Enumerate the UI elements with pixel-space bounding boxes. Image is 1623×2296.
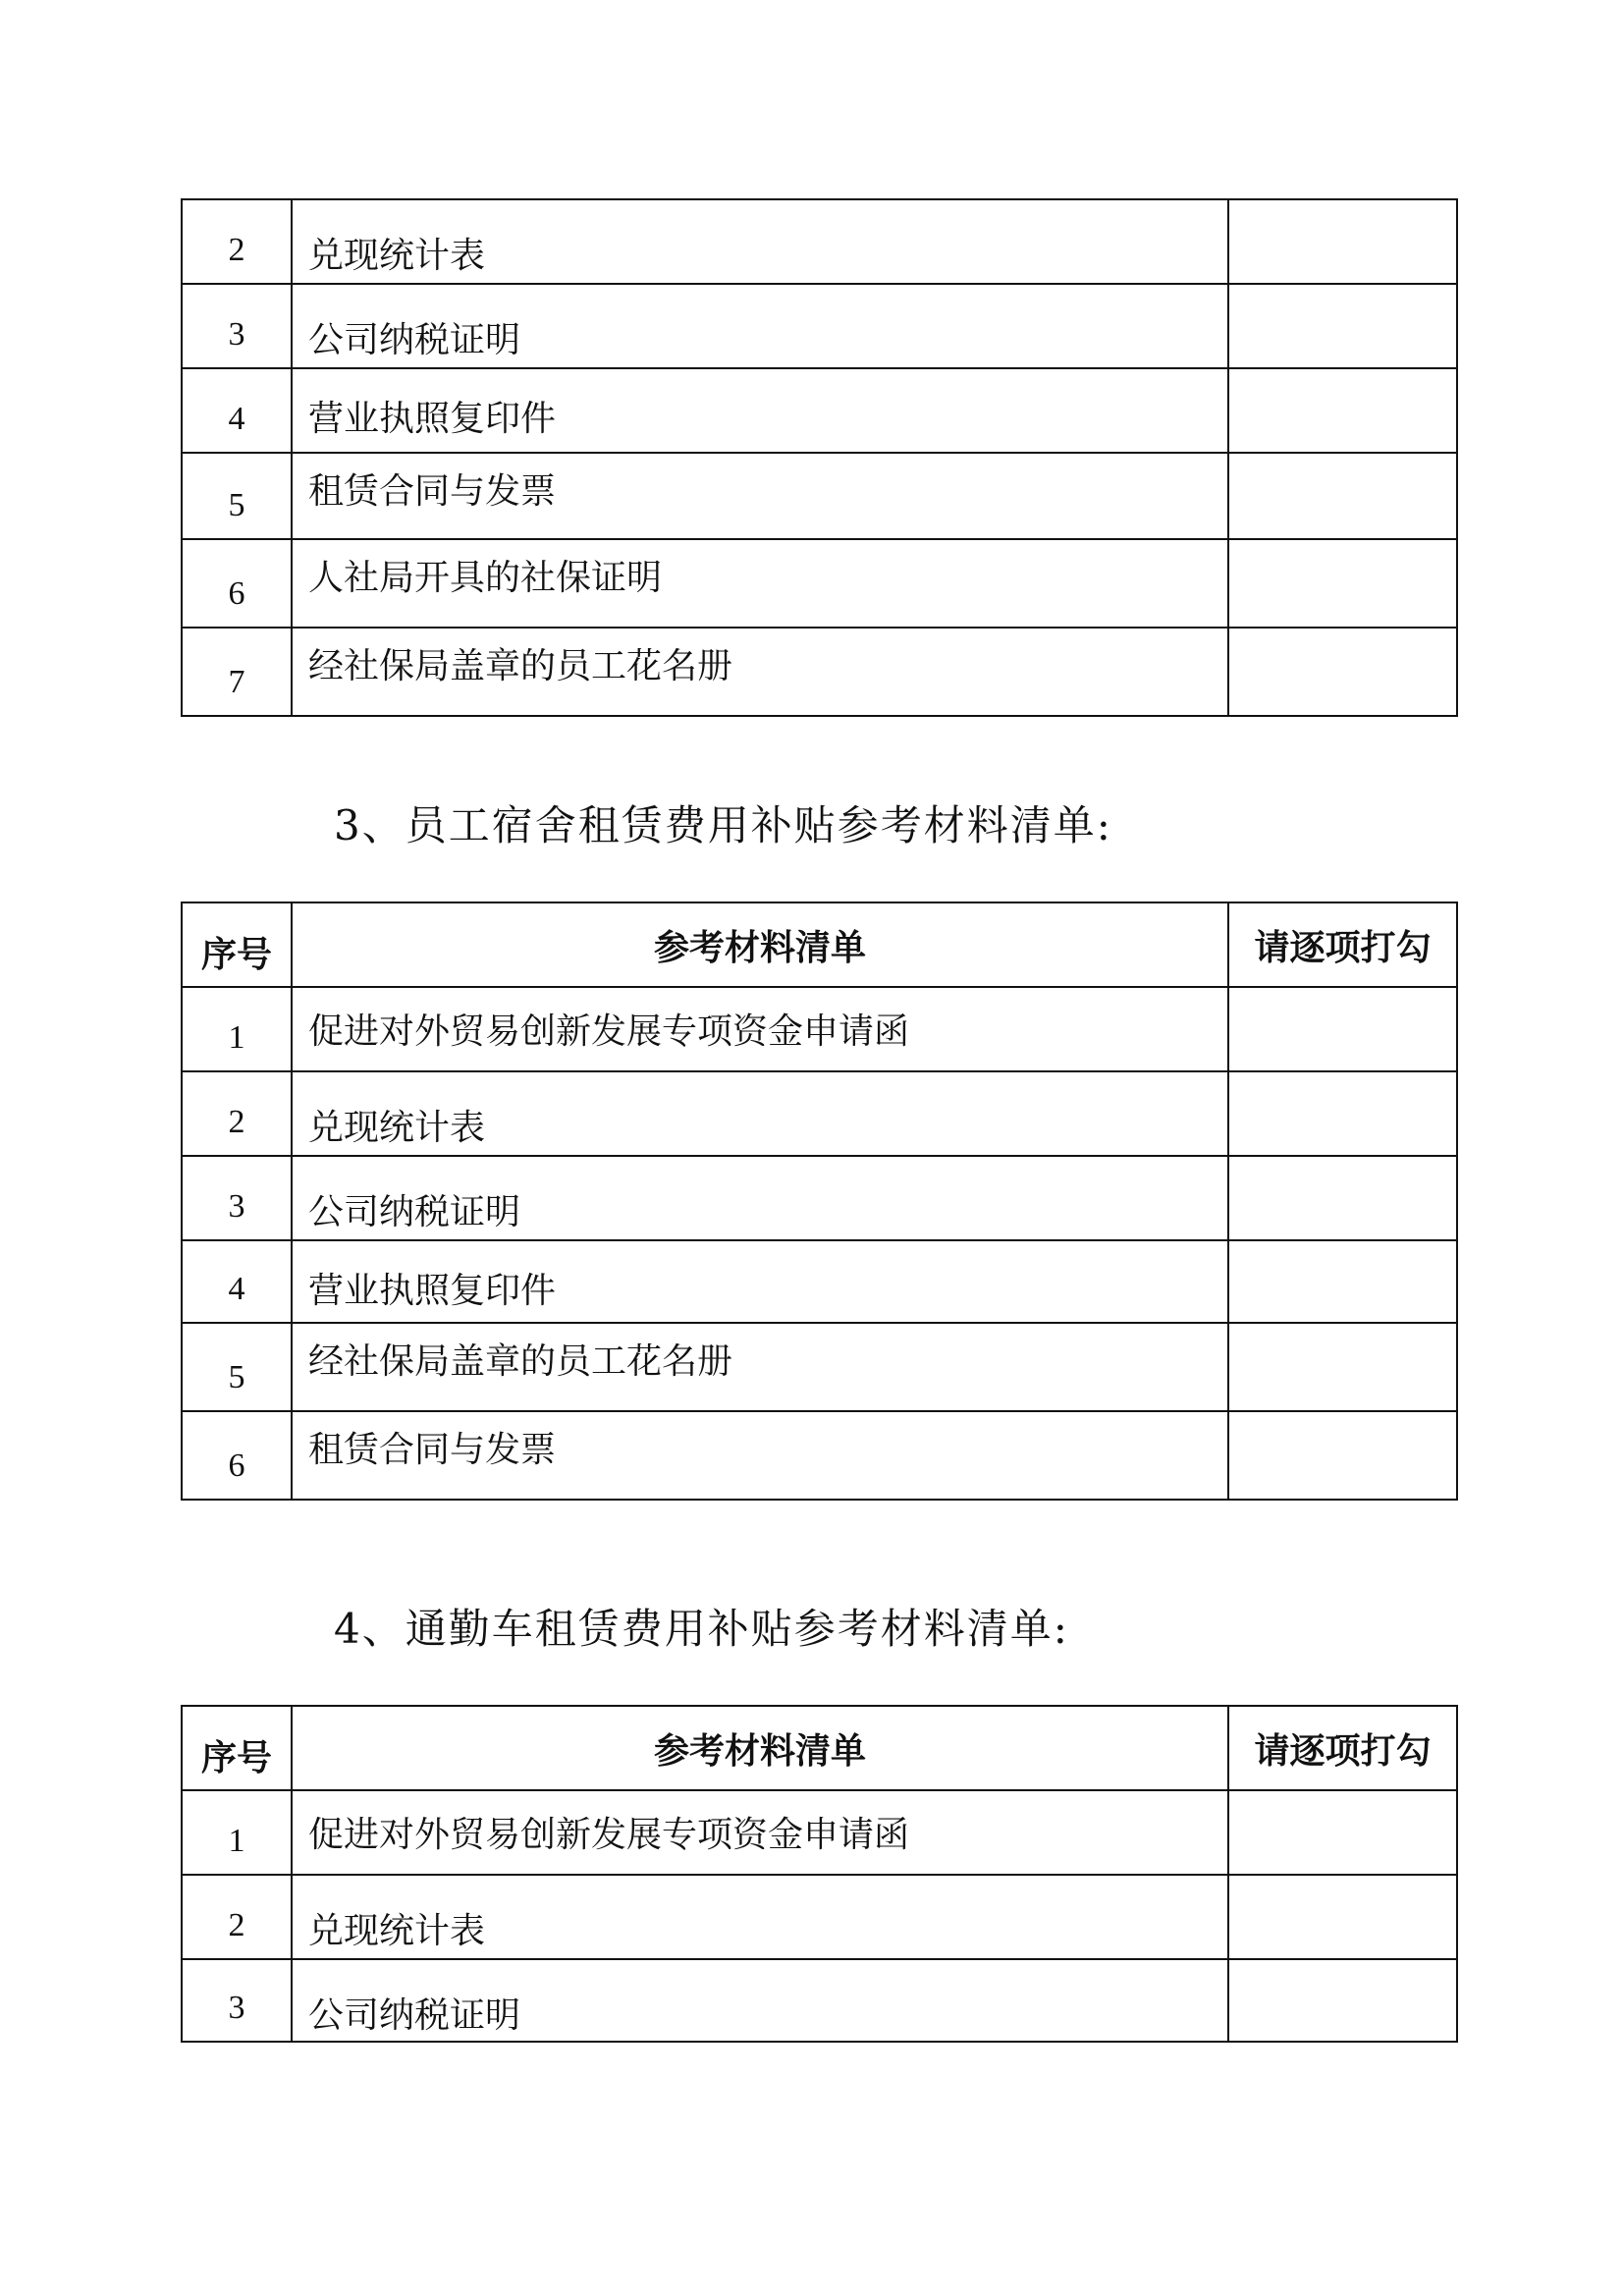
materials-table-continued xyxy=(181,198,1458,717)
row-number: 1 xyxy=(182,987,292,1071)
checkbox-cell[interactable] xyxy=(1228,368,1457,453)
row-number: 1 xyxy=(182,1790,292,1875)
checkbox-cell[interactable] xyxy=(1228,1071,1457,1156)
row-number: 6 xyxy=(182,1411,292,1500)
material-name: 兑现统计表 xyxy=(292,1875,1228,1959)
row-number: 2 xyxy=(182,199,292,284)
table-row xyxy=(182,1323,1457,1411)
row-number: 3 xyxy=(182,284,292,368)
table-row xyxy=(182,453,1457,539)
column-header-check: 请逐项打勾 xyxy=(1228,1706,1457,1790)
material-name: 促进对外贸易创新发展专项资金申请函 xyxy=(292,1790,1228,1875)
material-name: 经社保局盖章的员工花名册 xyxy=(292,628,1228,716)
material-name: 租赁合同与发票 xyxy=(292,453,1228,539)
row-number: 7 xyxy=(182,628,292,716)
checkbox-cell[interactable] xyxy=(1228,1790,1457,1875)
table-row xyxy=(182,1411,1457,1500)
section-heading-3: 3、员工宿舍租赁费用补贴参考材料清单: xyxy=(334,801,1112,849)
table-row xyxy=(182,1156,1457,1240)
materials-table-section-3 xyxy=(181,902,1458,1501)
row-number: 5 xyxy=(182,1323,292,1411)
row-number: 2 xyxy=(182,1875,292,1959)
table-row xyxy=(182,284,1457,368)
row-number: 5 xyxy=(182,453,292,539)
checkbox-cell[interactable] xyxy=(1228,199,1457,284)
checkbox-cell[interactable] xyxy=(1228,1240,1457,1323)
material-name: 租赁合同与发票 xyxy=(292,1411,1228,1500)
checkbox-cell[interactable] xyxy=(1228,1323,1457,1411)
material-name: 经社保局盖章的员工花名册 xyxy=(292,1323,1228,1411)
column-header-check: 请逐项打勾 xyxy=(1228,902,1457,987)
checkbox-cell[interactable] xyxy=(1228,1959,1457,2042)
checkbox-cell[interactable] xyxy=(1228,1875,1457,1959)
column-header-material: 参考材料清单 xyxy=(292,902,1228,987)
checkbox-cell[interactable] xyxy=(1228,453,1457,539)
table-row xyxy=(182,539,1457,628)
row-number: 2 xyxy=(182,1071,292,1156)
row-number: 3 xyxy=(182,1959,292,2042)
material-name: 营业执照复印件 xyxy=(292,1240,1228,1323)
materials-table-section-4 xyxy=(181,1705,1458,2043)
row-number: 3 xyxy=(182,1156,292,1240)
table-header-row xyxy=(182,902,1457,987)
material-name: 公司纳税证明 xyxy=(292,1156,1228,1240)
checkbox-cell[interactable] xyxy=(1228,628,1457,716)
table-row xyxy=(182,368,1457,453)
checkbox-cell[interactable] xyxy=(1228,1411,1457,1500)
section-heading-4: 4、通勤车租赁费用补贴参考材料清单: xyxy=(334,1605,1069,1653)
table-header-row xyxy=(182,1706,1457,1790)
checkbox-cell[interactable] xyxy=(1228,1156,1457,1240)
table-row xyxy=(182,1959,1457,2042)
material-name: 公司纳税证明 xyxy=(292,1959,1228,2042)
table-row xyxy=(182,1790,1457,1875)
checkbox-cell[interactable] xyxy=(1228,539,1457,628)
column-header-number: 序号 xyxy=(182,902,292,987)
material-name: 促进对外贸易创新发展专项资金申请函 xyxy=(292,987,1228,1071)
column-header-material: 参考材料清单 xyxy=(292,1706,1228,1790)
checkbox-cell[interactable] xyxy=(1228,987,1457,1071)
table-row xyxy=(182,1071,1457,1156)
material-name: 营业执照复印件 xyxy=(292,368,1228,453)
row-number: 4 xyxy=(182,1240,292,1323)
material-name: 公司纳税证明 xyxy=(292,284,1228,368)
material-name: 兑现统计表 xyxy=(292,1071,1228,1156)
row-number: 6 xyxy=(182,539,292,628)
material-name: 人社局开具的社保证明 xyxy=(292,539,1228,628)
checkbox-cell[interactable] xyxy=(1228,284,1457,368)
table-row xyxy=(182,1875,1457,1959)
table-row xyxy=(182,628,1457,716)
column-header-number: 序号 xyxy=(182,1706,292,1790)
material-name: 兑现统计表 xyxy=(292,199,1228,284)
table-row xyxy=(182,1240,1457,1323)
row-number: 4 xyxy=(182,368,292,453)
table-row xyxy=(182,987,1457,1071)
table-row xyxy=(182,199,1457,284)
